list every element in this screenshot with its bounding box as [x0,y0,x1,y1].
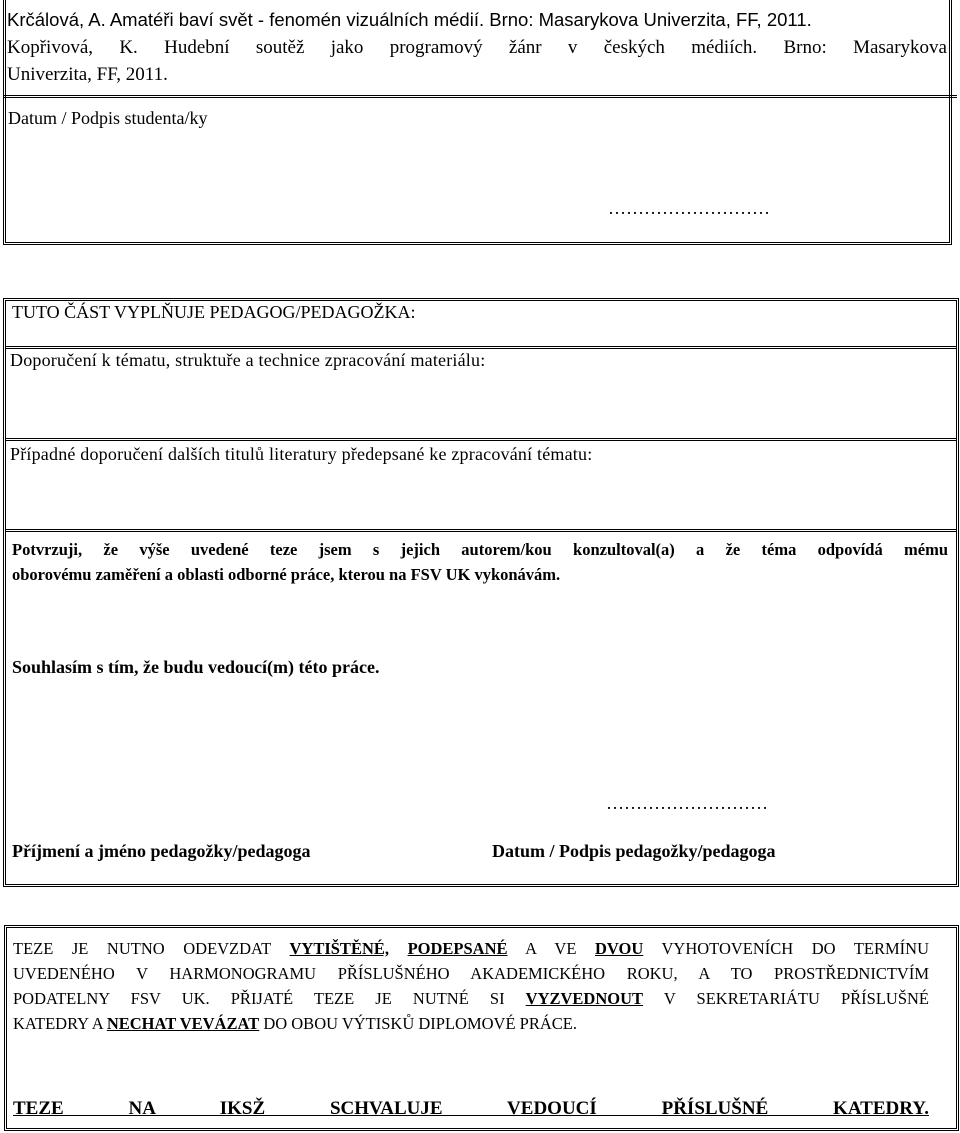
teacher-name-label: Příjmení a jméno pedagožky/pedagoga [12,841,311,861]
teacher-date-signature-label: Datum / Podpis pedagožky/pedagoga [492,841,776,861]
confirmation-statement [12,537,948,587]
notice-line-1: TEZE JE NUTNO ODEVZDAT VYTIŠTĚNÉ, PODEPSANÉ A VE DVOU VYHOTOVENÍCH DO TERMÍNU [13,939,930,958]
student-signature-line: ……………………… [608,198,770,218]
notice-line-3: PODATELNY FSV UK. PŘIJATÉ TEZE JE NUTNÉ SI VYZVEDNOUT V SEKRETARIÁTU PŘÍSLUŠNÉ [13,989,929,1008]
reference-list [7,6,947,88]
divider [3,95,957,98]
teacher-section-box [3,298,959,887]
confirmation-line-2: oborovému zaměření a oblasti odborné práce, kterou na FSV UK vykonávám. [12,565,561,584]
approval-statement: TEZE NA IKSŽ SCHVALUJE VEDOUCÍ PŘÍSLUŠNÉ KATEDRY. [13,1098,929,1119]
reference-2-continued: Univerzita, FF, 2011. [7,64,168,85]
supervisor-agreement: Souhlasím s tím, že budu vedoucí(m) této práce. [12,657,380,677]
notice-line-4: KATEDRY A NECHAT VEVÁZAT DO OBOU VÝTISKŮ DIPLOMOVÉ PRÁCE. [13,1014,577,1033]
notice-line-2: UVEDENÉHO V HARMONOGRAMU PŘÍSLUŠNÉHO AKADEMICKÉHO ROKU, A TO PROSTŘEDNICTVÍM [13,964,929,983]
teacher-signature-line: ……………………… [606,793,768,813]
reference-1: Krčálová, A. Amatéři baví svět - fenomén vizuálních médií. Brno: Masarykova Univerzita, FF, 2011. [7,9,812,30]
divider [6,438,956,441]
confirmation-line-1: Potvrzuji, že výše uvedené teze jsem s jejich autorem/kou konzultoval(a) a že téma odpovídá mému [12,540,948,559]
submission-notice [13,936,929,1036]
literature-recommendation-label: Případné doporučení dalších titulů literatury předepsané ke zpracování tématu: [10,444,593,464]
teacher-section-title: TUTO ČÁST VYPLŇUJE PEDAGOG/PEDAGOŽKA: [12,302,416,322]
student-date-signature-label: Datum / Podpis studenta/ky [8,108,208,128]
topic-recommendation-label: Doporučení k tématu, struktuře a technice zpracování materiálu: [10,350,486,370]
divider [6,346,956,349]
reference-2: Kopřivová, K. Hudební soutěž jako programový žánr v českých médiích. Brno: Masarykova [7,37,947,58]
divider [6,529,956,532]
